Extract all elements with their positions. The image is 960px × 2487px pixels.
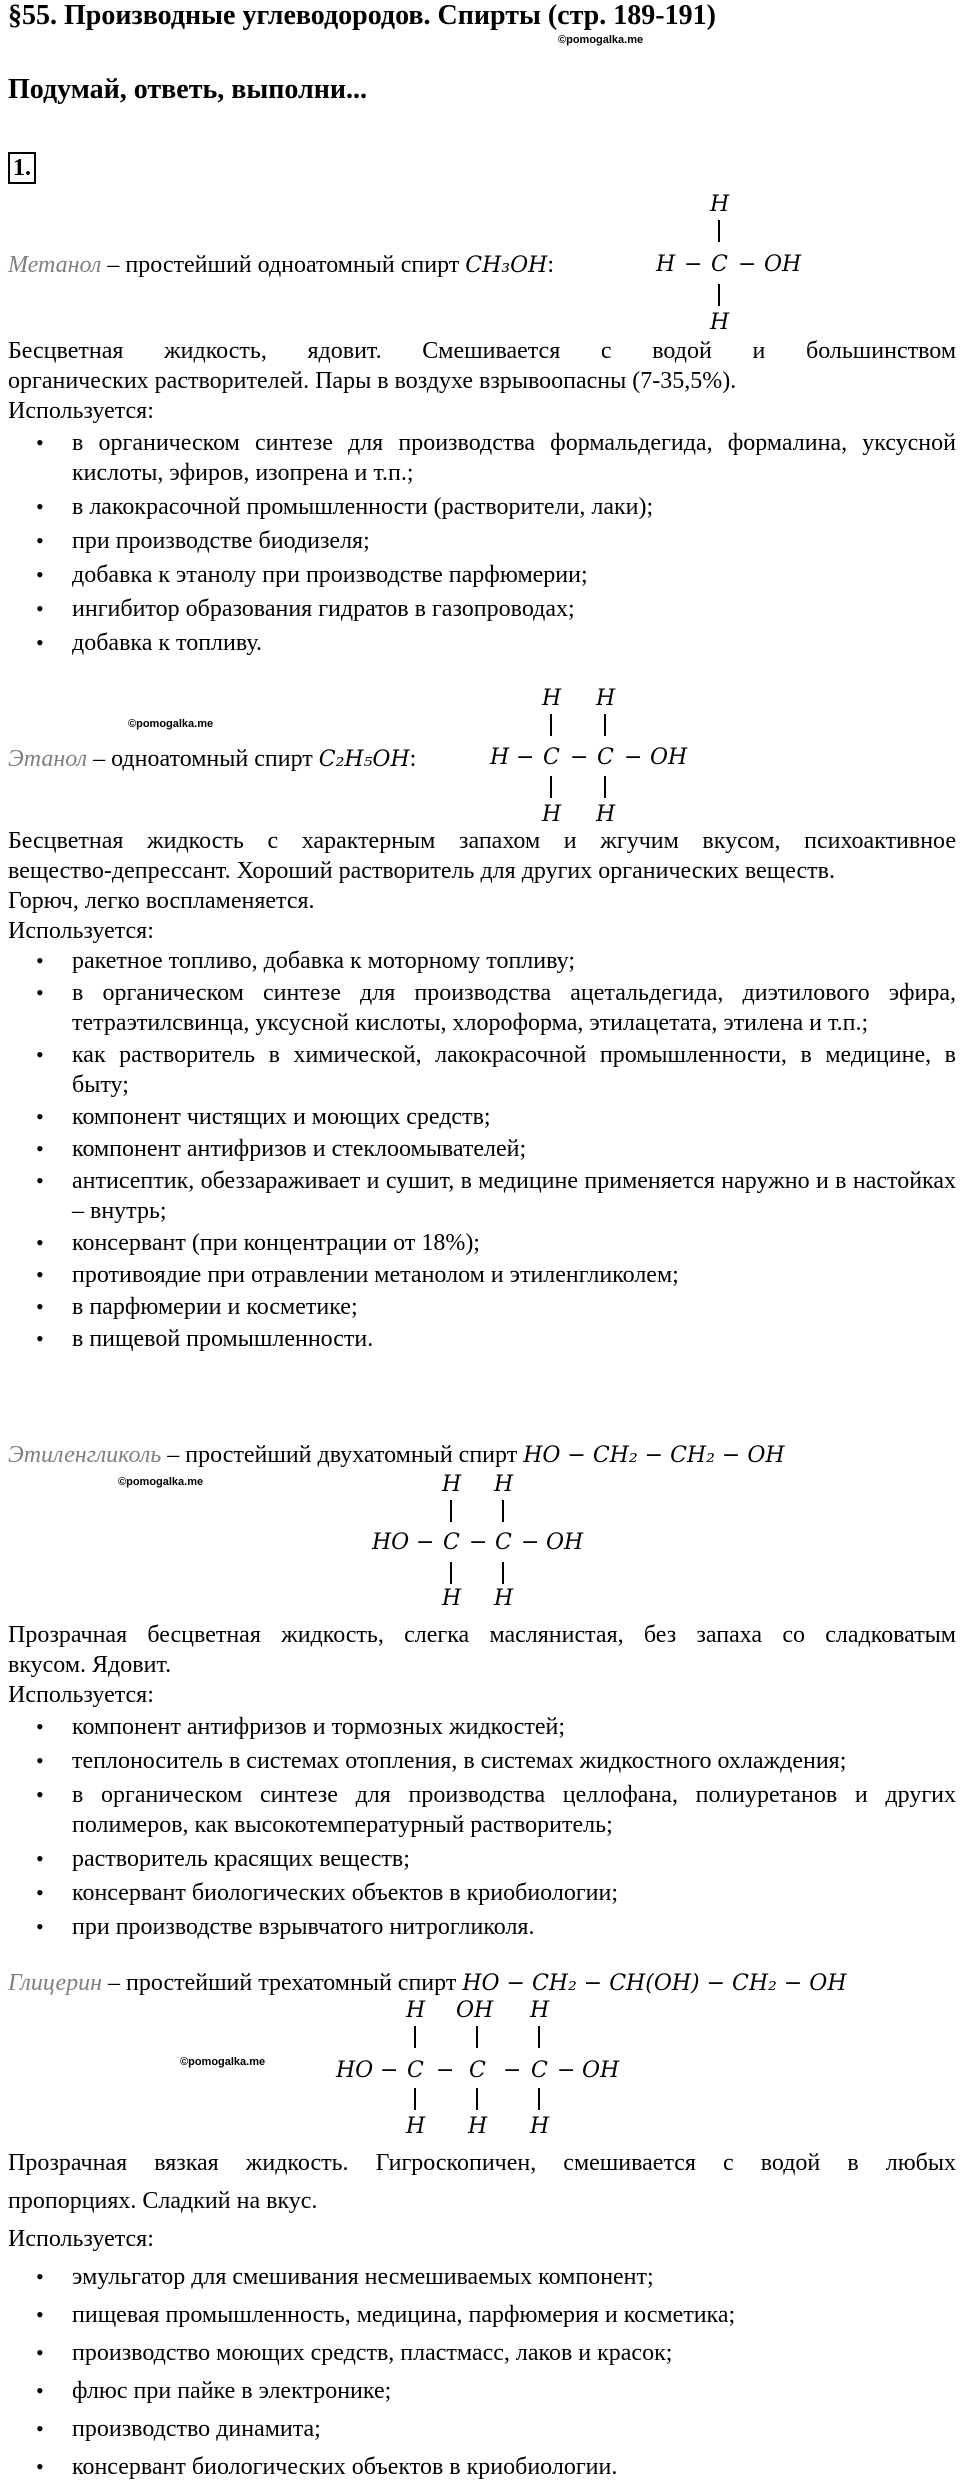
methanol-h-left: H [656,252,676,277]
list-item: • антисептик, обеззараживает и сушит, в медицине применяется наружно и в настойках – внутрь; [0,1166,956,1226]
page-title: §55. Производные углеводородов. Спирты (стр. 189-191) [8,0,716,31]
methanol-uses-list [0,428,956,658]
ethanol-description-3: Горюч, легко воспламеняется. [8,888,315,914]
ethanol-bond-top2 [604,714,606,736]
list-item: • как растворитель в химической, лакокрасочной промышленности, в медицине, в быту; [0,1040,956,1100]
glycol-dash2: − [469,1530,488,1555]
glycol-intro: – простейший двухатомный спирт [161,1442,524,1468]
ethanol-heading [8,744,416,775]
glycerol-oh-top: OH [456,1998,494,2023]
list-item: • в органическом синтезе для производства целлофана, полиуретанов и других полимеров, как высокотемпературный растворитель; [0,1780,956,1840]
ethanol-h-top2: H [596,686,616,711]
list-item: • компонент антифризов и стеклоомывателей; [0,1134,956,1164]
glycerol-bond-top2 [476,2026,478,2048]
glycerol-dash4: − [557,2058,576,2083]
list-item: • теплоноситель в системах отопления, в системах жидкостного охлаждения; [0,1746,956,1776]
list-item: • компонент антифризов и тормозных жидкостей; [0,1712,956,1742]
ethanol-bond-top1 [550,714,552,736]
ethanol-intro: – одноатомный спирт [87,746,319,772]
glycol-description-1: Прозрачная бесцветная жидкость, слегка маслянистая, без запаха со сладковатым [8,1622,956,1648]
glycerol-c3: C [531,2058,548,2083]
list-item: • производство моющих средств, пластмасс, лаков и красок; [0,2338,956,2368]
ethanol-bond-bottom2 [604,776,606,798]
ethanol-h-bottom1: H [542,802,562,827]
ethanol-h-bottom2: H [596,802,616,827]
glycerol-dash3: − [503,2058,522,2083]
glycerol-description-1: Прозрачная вязкая жидкость. Гигроскопичен, смешивается с водой в любых [8,2150,956,2176]
glycol-bond-bottom1 [450,1562,452,1584]
methanol-dash2: − [738,252,757,277]
glycerol-h-top3: H [530,1998,550,2023]
glycol-heading [8,1440,785,1471]
list-item: • в парфюмерии и косметике; [0,1292,956,1322]
list-item: • флюс при пайке в электронике; [0,2376,956,2406]
methanol-h-top: H [710,192,730,217]
glycol-dash1: − [416,1530,435,1555]
glycerol-h-bottom3: H [530,2114,550,2139]
list-item: • добавка к этанолу при производстве парфюмерии; [0,560,956,590]
methanol-h-bottom: H [710,310,730,335]
list-item: • растворитель красящих веществ; [0,1844,956,1874]
list-item: • компонент чистящих и моющих средств; [0,1102,956,1132]
glycol-h-bottom1: H [442,1586,462,1611]
methanol-intro: – простейший одноатомный спирт [101,252,466,278]
glycerol-c2: C [469,2058,486,2083]
list-item: • консервант биологических объектов в криобиологии. [0,2452,956,2482]
list-item: • в лакокрасочной промышленности (растворители, лаки); [0,492,956,522]
methanol-formula-end: : [547,252,554,278]
glycerol-c1: C [407,2058,424,2083]
glycerol-heading [8,1968,847,1999]
glycerol-oh: OH [582,2058,620,2083]
glycerol-uses-list [0,2262,956,2482]
glycerol-dash2: − [436,2058,455,2083]
ethanol-formula-end: : [409,746,417,772]
watermark: ©pomogalka.me [180,2056,266,2068]
methanol-heading [8,250,554,281]
methanol-description-2: органических растворителей. Пары в воздухе взрывоопасны (7-35,5%). [8,368,737,394]
glycerol-dash1: − [380,2058,399,2083]
glycol-uses-label: Используется: [8,1682,154,1708]
section-subtitle: Подумай, ответь, выполни... [8,74,367,105]
glycol-name: Этиленгликоль [8,1442,162,1468]
ethanol-dash1: − [516,745,535,770]
ethanol-h-left: H [490,745,510,770]
glycerol-intro: – простейший трехатомный спирт [102,1970,463,1996]
glycol-description-2: вкусом. Ядовит. [8,1652,172,1678]
glycol-dash3: − [521,1530,540,1555]
glycerol-bond-top3 [538,2026,540,2048]
ethanol-c2: C [597,745,614,770]
glycerol-h-bottom1: H [406,2114,426,2139]
glycol-bond-top2 [502,1500,504,1522]
methanol-name: Метанол [8,252,102,278]
task-number: 1. [8,152,36,184]
watermark: ©pomogalka.me [128,718,214,730]
ethanol-c1: C [543,745,560,770]
glycerol-bond-bottom2 [476,2088,478,2110]
ethanol-name: Этанол [8,746,88,772]
glycol-bond-top1 [450,1500,452,1522]
list-item: • производство динамита; [0,2414,956,2444]
ethanol-description-1: Бесцветная жидкость с характерным запахом и жгучим вкусом, психоактивное [8,828,956,854]
methanol-oh: OH [764,252,802,277]
ethanol-formula: C₂H₅OH [318,747,410,772]
ethanol-description-2: вещество-депрессант. Хороший растворитель для других органических веществ. [8,858,835,884]
glycerol-bond-bottom1 [414,2088,416,2110]
ethanol-uses-list [0,946,956,1354]
watermark: ©pomogalka.me [118,1476,204,1488]
list-item: • консервант (при концентрации от 18%); [0,1228,956,1258]
list-item: • консервант биологических объектов в криобиологии; [0,1878,956,1908]
glycerol-h-bottom2: H [468,2114,488,2139]
glycerol-uses-label: Используется: [8,2226,154,2252]
glycol-oh: OH [546,1530,584,1555]
list-item: • в органическом синтезе для производства формальдегида, формалина, уксусной кислоты, эфиров, изопрена и т.п.; [0,428,956,488]
methanol-description-1: Бесцветная жидкость, ядовит. Смешивается с водой и большинством [8,338,956,364]
list-item: • добавка к топливу. [0,628,956,658]
methanol-dash1: − [684,252,703,277]
ethanol-h-top1: H [542,686,562,711]
ethanol-uses-label: Используется: [8,918,154,944]
glycol-c2: C [495,1530,512,1555]
methanol-bond-top [718,220,720,242]
list-item: • при производстве биодизеля; [0,526,956,556]
list-item: • при производстве взрывчатого нитрогликоля. [0,1912,956,1942]
list-item: • в пищевой промышленности. [0,1324,956,1354]
methanol-bond-bottom [718,284,720,306]
methanol-c: C [711,252,728,277]
ethanol-bond-bottom1 [550,776,552,798]
glycol-uses-list [0,1712,956,1942]
glycol-formula: HO − CH₂ − CH₂ − OH [523,1443,785,1468]
ethanol-dash2: − [570,745,589,770]
glycerol-description-2: пропорциях. Сладкий на вкус. [8,2188,318,2214]
glycol-bond-bottom2 [502,1562,504,1584]
glycol-h-bottom2: H [494,1586,514,1611]
ethanol-dash3: − [624,745,643,770]
list-item: • эмульгатор для смешивания несмешиваемых компонент; [0,2262,956,2292]
glycerol-name: Глицерин [8,1970,102,1996]
glycol-ho: HO [372,1530,410,1555]
glycol-h-top1: H [442,1472,462,1497]
list-item: • в органическом синтезе для производства ацетальдегида, диэтилового эфира, тетраэтилсвинца, уксусной кислоты, хлороформа, этилацетата, этилена и т.п.; [0,978,956,1038]
list-item: • ракетное топливо, добавка к моторному топливу; [0,946,956,976]
list-item: • пищевая промышленность, медицина, парфюмерия и косметика; [0,2300,956,2330]
watermark: ©pomogalka.me [558,34,644,46]
glycerol-ho: HO [336,2058,374,2083]
glycerol-formula: HO − CH₂ − CH(OH) − CH₂ − OH [462,1971,847,1996]
methanol-uses-label: Используется: [8,398,154,424]
ethanol-oh: OH [650,745,688,770]
list-item: • противоядие при отравлении метанолом и этиленгликолем; [0,1260,956,1290]
glycol-h-top2: H [494,1472,514,1497]
list-item: • ингибитор образования гидратов в газопроводах; [0,594,956,624]
methanol-formula: CH₃OH [465,253,548,278]
glycerol-bond-top1 [414,2026,416,2048]
glycol-c1: C [443,1530,460,1555]
glycerol-bond-bottom3 [538,2088,540,2110]
glycerol-h-top1: H [406,1998,426,2023]
